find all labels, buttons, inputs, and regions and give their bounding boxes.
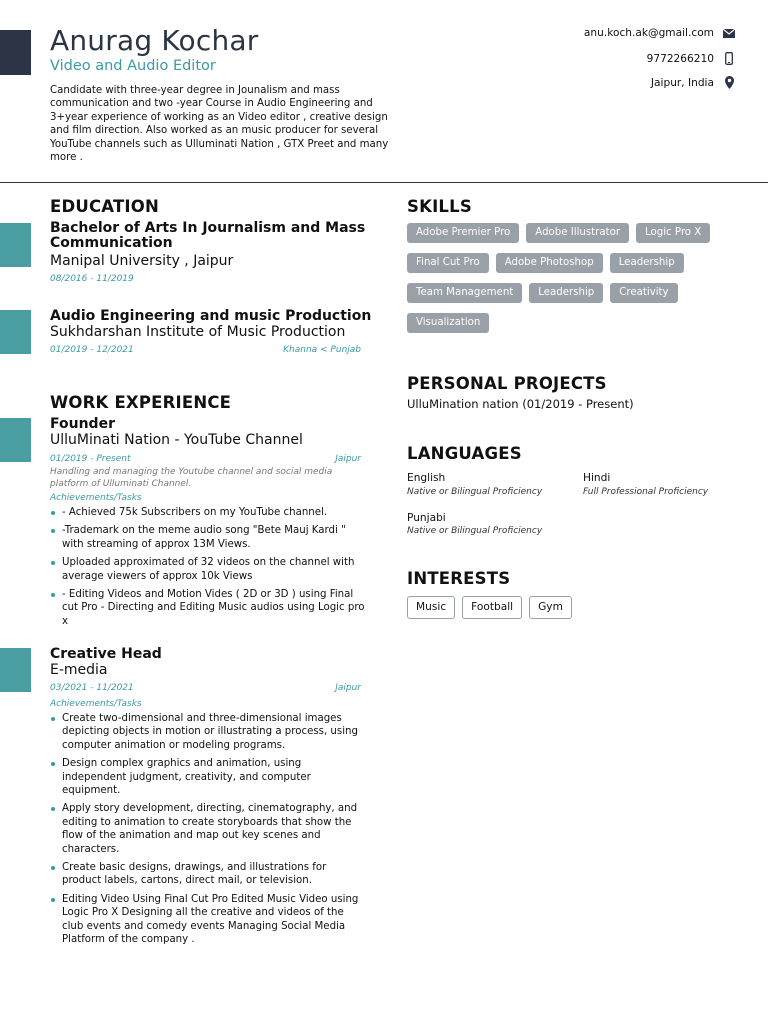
language-level: Native or Bilingual Proficiency xyxy=(407,526,543,536)
skill-tag: Final Cut Pro xyxy=(407,253,489,273)
interest-tag: Music xyxy=(407,596,455,619)
header-divider xyxy=(0,182,768,183)
work-experience-heading: WORK EXPERIENCE xyxy=(50,393,232,412)
skill-tag: Logic Pro X xyxy=(636,223,710,243)
skill-tag: Leadership xyxy=(529,283,603,303)
envelope-icon xyxy=(722,29,736,38)
interests-heading: INTERESTS xyxy=(407,569,511,588)
task-item: Design complex graphics and animation, using independent judgment, creativity, and computer equipment. xyxy=(50,757,365,797)
phone-text: 9772266210 xyxy=(646,52,714,65)
candidate-name: Anurag Kochar xyxy=(50,24,259,57)
job-dates: 03/2021 - 11/2021 xyxy=(50,683,134,693)
education-dates: 08/2016 - 11/2019 xyxy=(50,274,134,284)
contact-phone xyxy=(647,52,736,65)
skill-tag: Adobe Premier Pro xyxy=(407,223,519,243)
language-level: Native or Bilingual Proficiency xyxy=(407,487,543,497)
task-item: Apply story development, directing, cinematography, and editing to animation to create storyboards that show the flow of the animation and map out key scenes and characters. xyxy=(50,802,365,856)
candidate-role: Video and Audio Editor xyxy=(50,58,216,74)
task-item: Create two-dimensional and three-dimensional images depicting objects in motion or illustrating a process, using computer animation or modeling programs. xyxy=(50,712,365,752)
interests-list xyxy=(407,596,579,619)
job-marker xyxy=(0,648,31,692)
summary-text: Candidate with three-year degree in Jounalism and mass communication and two -year Course in Audio Engineering and 3+year experience of working as an Video editor , creative design and film direction. Also worked as an music producer for several YouTube channels such as Ulluminati Nation , GTX Preet and many more . xyxy=(50,85,389,164)
skill-tag: Creativity xyxy=(610,283,677,303)
project-item: UlluMination nation (01/2019 - Present) xyxy=(407,397,634,411)
job-tasks-list xyxy=(50,712,365,952)
email-text[interactable]: anu.koch.ak@gmail.com xyxy=(583,27,714,39)
tasks-label: Achievements/Tasks xyxy=(50,699,142,709)
language-name: Punjabi xyxy=(407,512,446,524)
job-marker xyxy=(0,418,31,462)
education-location: Khanna < Punjab xyxy=(283,345,361,355)
task-item: Uploaded approximated of 32 videos on the channel with average viewers of approx 10k Views xyxy=(50,556,365,583)
job-company: UlluMinati Nation - YouTube Channel xyxy=(50,432,303,448)
location-text: Jaipur, India xyxy=(650,76,714,89)
interest-tag: Football xyxy=(462,596,522,619)
languages-heading: LANGUAGES xyxy=(407,444,522,463)
skill-tag: Visualization xyxy=(407,313,489,333)
interest-tag: Gym xyxy=(529,596,572,619)
map-pin-icon xyxy=(722,76,736,89)
skill-tag: Adobe Illustrator xyxy=(526,223,629,243)
header-accent-bar xyxy=(0,30,31,75)
skills-heading: SKILLS xyxy=(407,197,472,216)
task-item: - Editing Videos and Motion Vides ( 2D or 3D ) using Final cut Pro - Directing and Editing Music audios using Logic pro x xyxy=(50,588,365,628)
language-name: English xyxy=(407,472,446,484)
skill-tag: Leadership xyxy=(610,253,684,273)
task-item: - Achieved 75k Subscribers on my YouTube channel. xyxy=(50,506,365,519)
education-dates: 01/2019 - 12/2021 xyxy=(50,345,134,355)
job-location: Jaipur xyxy=(335,683,361,693)
skills-list xyxy=(407,223,737,343)
education-marker xyxy=(0,310,31,354)
task-item: Create basic designs, drawings, and illustrations for product labels, cartons, direct mail, or television. xyxy=(50,861,365,888)
education-degree: Audio Engineering and music Production xyxy=(50,308,372,324)
tasks-label: Achievements/Tasks xyxy=(50,493,142,503)
contact-location xyxy=(651,76,736,89)
language-level: Full Professional Proficiency xyxy=(583,487,709,497)
mobile-phone-icon xyxy=(722,52,736,65)
language-name: Hindi xyxy=(583,472,611,484)
education-heading: EDUCATION xyxy=(50,197,159,216)
job-position: Founder xyxy=(50,416,115,432)
job-description: Handling and managing the Youtube channel and social media platform of Ulluminati Channel. xyxy=(50,467,333,489)
education-marker xyxy=(0,223,31,267)
education-school: Sukhdarshan Institute of Music Production xyxy=(50,324,346,340)
skill-tag: Adobe Photoshop xyxy=(496,253,603,273)
job-location: Jaipur xyxy=(335,454,361,464)
task-item: -Trademark on the meme audio song "Bete Mauj Kardi " with streaming of approx 13M Views. xyxy=(50,524,365,551)
job-tasks-list xyxy=(50,506,365,633)
education-degree: Bachelor of Arts In Journalism and Mass Communication xyxy=(50,220,366,251)
contact-email[interactable] xyxy=(584,27,736,39)
projects-heading: PERSONAL PROJECTS xyxy=(407,374,607,393)
skill-tag: Team Management xyxy=(407,283,522,303)
education-school: Manipal University , Jaipur xyxy=(50,253,234,269)
job-position: Creative Head xyxy=(50,646,162,662)
task-item: Editing Video Using Final Cut Pro Edited Music Video using Logic Pro X Designing all the creative and videos of the club events and comedy events Managing Social Media Platform of the company . xyxy=(50,893,365,947)
job-company: E-media xyxy=(50,662,108,678)
job-dates: 01/2019 - Present xyxy=(50,454,131,464)
